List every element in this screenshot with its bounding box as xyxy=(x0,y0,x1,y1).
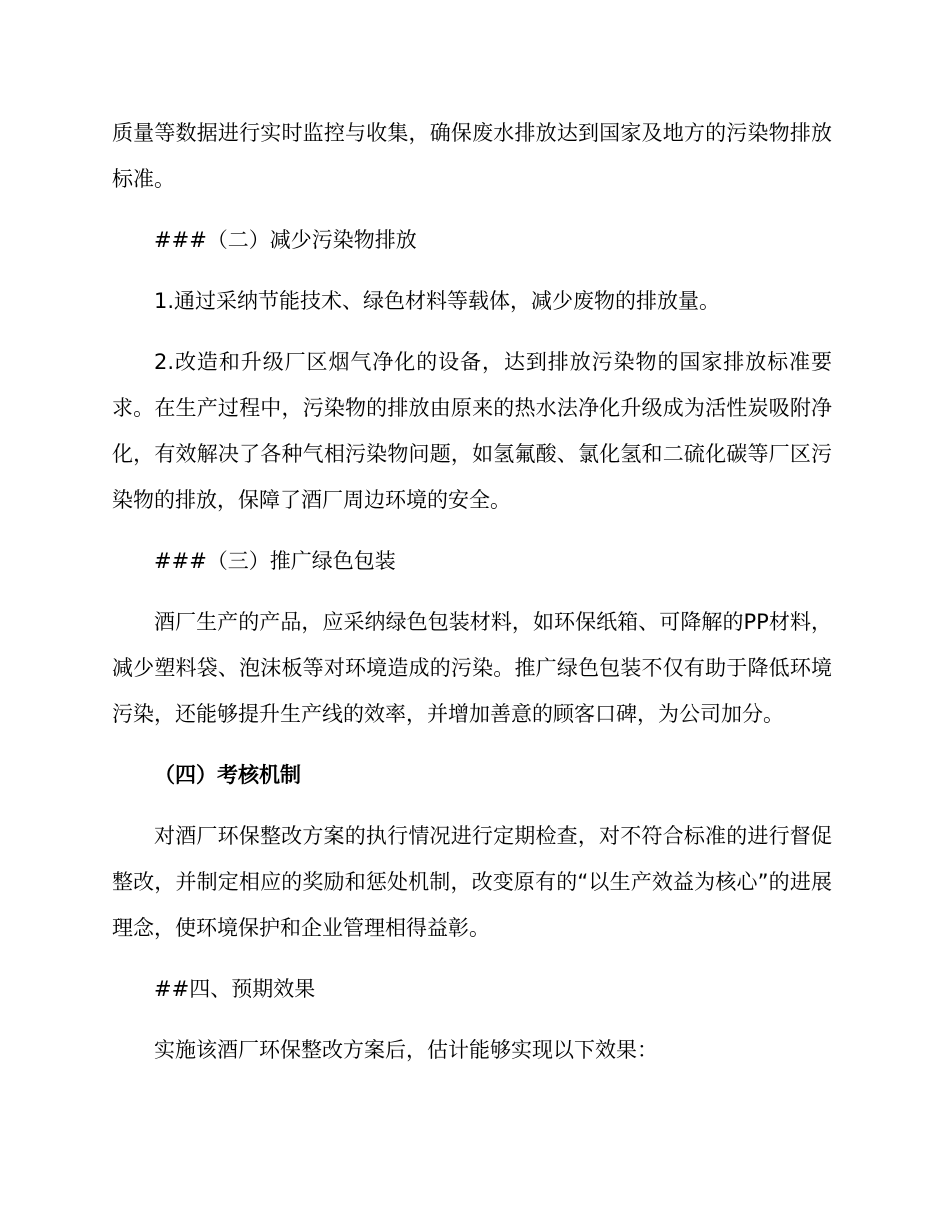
paragraph-expected-effects: 实施该酒厂环保整改方案后，估计能够实现以下效果： xyxy=(154,1038,658,1062)
section-heading-green-packaging: ###（三）推广绿色包装 xyxy=(154,549,396,573)
document-body xyxy=(112,110,832,1073)
list-item-2: 2.改造和升级厂区烟气净化的设备，达到排放污染物的国家排放标准要求。在生产过程中，污染物的排放由原来的热水法净化升级成为活性炭吸附净化，有效解决了各种气相污染物问题，如氢氟酸、氯化氢和二硫化碳等厂区污染物的排放，保障了酒厂周边环境的安全。 xyxy=(112,350,832,512)
paragraph-continuation: 质量等数据进行实时监控与收集，确保废水排放达到国家及地方的污染物排放标准。 xyxy=(112,121,832,191)
paragraph-assessment: 对酒厂环保整改方案的执行情况进行定期检查，对不符合标准的进行督促整改，并制定相应的奖励和惩处机制，改变原有的“以生产效益为核心”的进展理念，使环境保护和企业管理相得益彰。 xyxy=(112,824,832,940)
list-item-1: 1.通过采纳节能技术、绿色材料等载体，减少废物的排放量。 xyxy=(154,289,721,313)
section-heading-assessment: （四）考核机制 xyxy=(154,763,301,787)
paragraph-green-packaging: 酒厂生产的产品，应采纳绿色包装材料，如环保纸箱、可降解的PP材料，减少塑料袋、泡沫板等对环境造成的污染。推广绿色包装不仅有助于降低环境污染，还能够提升生产线的效率，并增加善意的顾客口碑，为公司加分。 xyxy=(112,610,832,726)
section-heading-expected-effects: ##四、预期效果 xyxy=(154,977,316,1001)
section-heading-reduce-pollutants: ###（二）减少污染物排放 xyxy=(154,228,417,252)
